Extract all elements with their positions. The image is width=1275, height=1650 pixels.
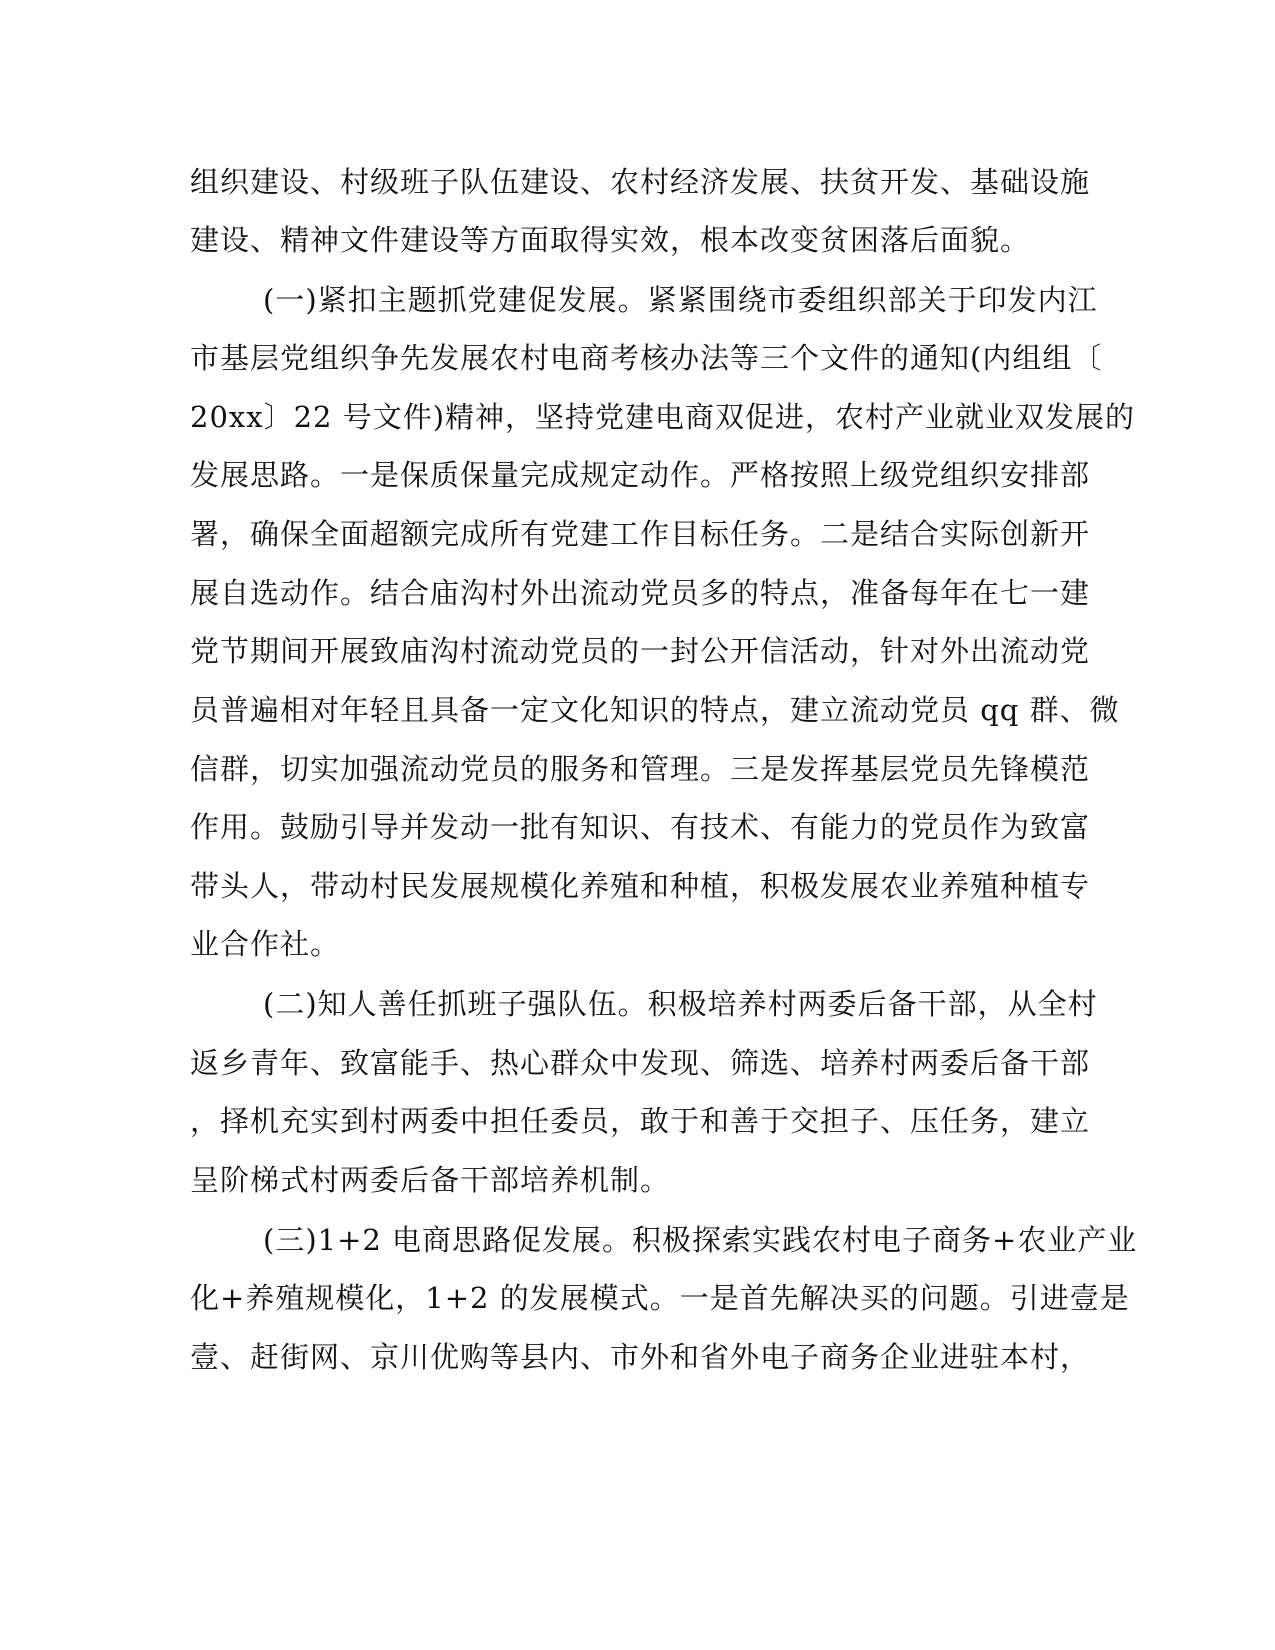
text-line: ，择机充实到村两委中担任委员，敢于和善于交担子、压任务，建立 <box>190 1104 1091 1138</box>
text-line: 建设、精神文件建设等方面取得实效，根本改变贫困落后面貌。 <box>190 223 1031 257</box>
text-line: 化+养殖规模化，1+2 的发展模式。一是首先解决买的问题。引进壹是 <box>190 1281 1130 1315</box>
text-line: 署，确保全面超额完成所有党建工作目标任务。二是结合实际创新开 <box>190 517 1091 551</box>
text-line: 员普遍相对年轻且具备一定文化知识的特点，建立流动党员 qq 群、微 <box>190 693 1120 727</box>
text-line: 20xx〕22 号文件)精神，坚持党建电商双促进，农村产业就业双发展的 <box>190 400 1136 434</box>
text-line: 党节期间开展致庙沟村流动党员的一封公开信活动，针对外出流动党 <box>190 634 1091 668</box>
paragraph-heading-1: (一)紧扣主题抓党建促发展。紧紧围绕市委组织部关于印发内江 <box>263 283 1098 317</box>
text-line: 带头人，带动村民发展规模化养殖和种植，积极发展农业养殖种植专 <box>190 869 1091 903</box>
text-line: 壹、赶街网、京川优购等县内、市外和省外电子商务企业进驻本村， <box>190 1340 1091 1374</box>
text-line: 返乡青年、致富能手、热心群众中发现、筛选、培养村两委后备干部 <box>190 1046 1091 1080</box>
text-line: 业合作社。 <box>190 927 341 961</box>
text-line: 组织建设、村级班子队伍建设、农村经济发展、扶贫开发、基础设施 <box>190 165 1091 199</box>
text-line: 市基层党组织争先发展农村电商考核办法等三个文件的通知(内组组〔 <box>190 341 1103 375</box>
text-line: 信群，切实加强流动党员的服务和管理。三是发挥基层党员先锋模范 <box>190 752 1091 786</box>
text-line: 作用。鼓励引导并发动一批有知识、有技术、有能力的党员作为致富 <box>190 810 1091 844</box>
text-line: 呈阶梯式村两委后备干部培养机制。 <box>190 1163 671 1197</box>
paragraph-heading-2: (二)知人善任抓班子强队伍。积极培养村两委后备干部，从全村 <box>263 987 1098 1021</box>
text-line: 发展思路。一是保质保量完成规定动作。严格按照上级党组织安排部 <box>190 458 1091 492</box>
text-line: 展自选动作。结合庙沟村外出流动党员多的特点，准备每年在七一建 <box>190 576 1091 610</box>
paragraph-heading-3: (三)1+2 电商思路促发展。积极探索实践农村电子商务+农业产业 <box>263 1223 1138 1257</box>
